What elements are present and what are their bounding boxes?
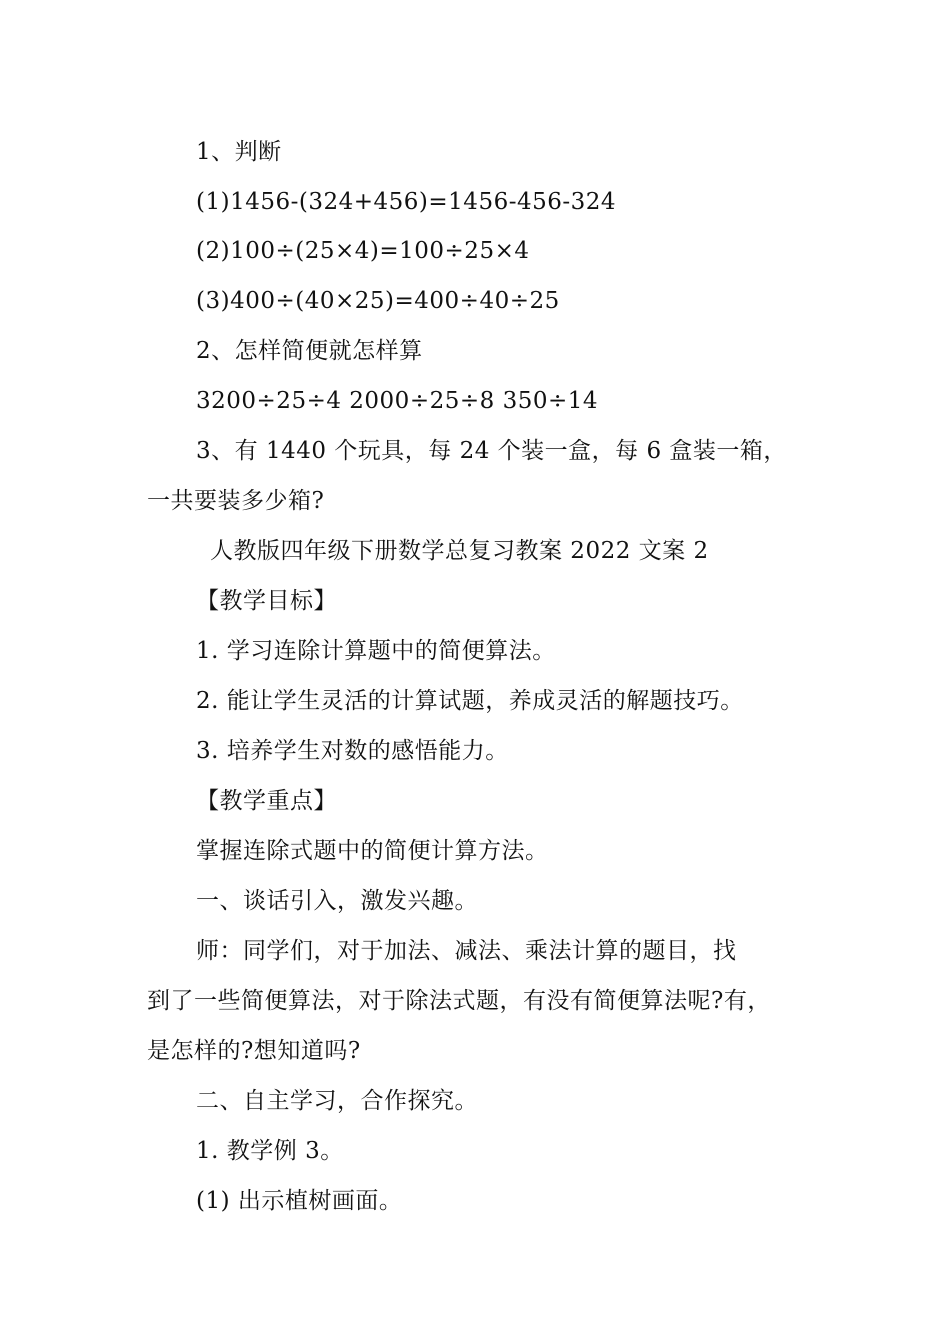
question-1-item-1: (1)1456-(324+456)=1456-456-324: [196, 189, 617, 215]
part-2-heading: 二、自主学习，合作探究。: [196, 1088, 478, 1114]
question-3-line-2: 一共要装多少箱?: [147, 488, 325, 514]
teacher-speech-line-2: 到了一些简便算法，对于除法式题，有没有简便算法呢?有，: [147, 988, 771, 1014]
example-heading: 1. 教学例 3。: [196, 1138, 344, 1164]
question-1-heading: 1、判断: [196, 139, 282, 165]
question-1-item-3: (3)400÷(40×25)=400÷40÷25: [196, 288, 560, 314]
section-title: 人教版四年级下册数学总复习教案 2022 文案 2: [210, 538, 709, 564]
question-1-item-2: (2)100÷(25×4)=100÷25×4: [196, 238, 530, 264]
question-3-line-1: 3、有 1440 个玩具，每 24 个装一盒，每 6 盒装一箱，: [196, 438, 787, 464]
teacher-speech-line-3: 是怎样的?想知道吗?: [147, 1038, 361, 1064]
part-1-heading: 一、谈话引入，激发兴趣。: [196, 888, 478, 914]
teacher-speech-line-1: 师：同学们，对于加法、减法、乘法计算的题目，找: [196, 938, 737, 964]
example-step-1: (1) 出示植树画面。: [196, 1188, 403, 1214]
teaching-goals-heading: 【教学目标】: [196, 588, 337, 614]
goal-1: 1. 学习连除计算题中的简便算法。: [196, 638, 556, 664]
goal-3: 3. 培养学生对数的感悟能力。: [196, 738, 509, 764]
goal-2: 2. 能让学生灵活的计算试题，养成灵活的解题技巧。: [196, 688, 744, 714]
teaching-focus-text: 掌握连除式题中的简便计算方法。: [196, 838, 549, 864]
question-2-heading: 2、怎样简便就怎样算: [196, 338, 423, 364]
teaching-focus-heading: 【教学重点】: [196, 788, 337, 814]
question-2-expressions: 3200÷25÷4 2000÷25÷8 350÷14: [196, 388, 599, 414]
